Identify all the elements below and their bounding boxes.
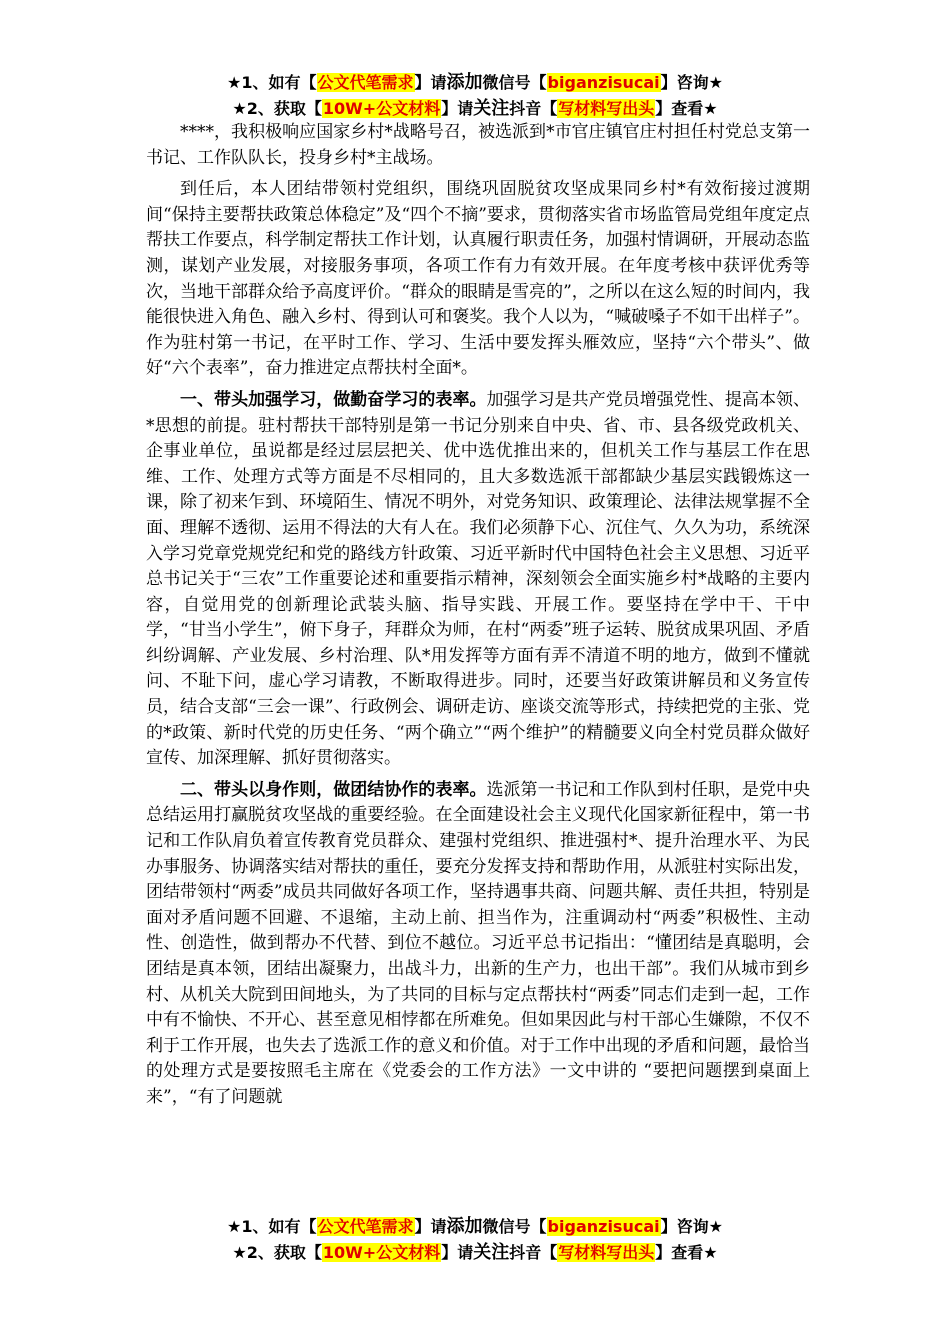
promo-emphasis: 关注 (473, 98, 510, 119)
promo-text: 】咨询★ (660, 73, 723, 92)
section-1-body: 加强学习是共产党员增强党性、提高本领、*思想的前提。驻村帮扶干部特别是第一书记分别来自中央、省、市、县各级党政机关、企事业单位，虽说都是经过层层把关、优中选优推出来的，但机关工作与基层工作在思维、工作、处理方式等方面是不尽相同的，且大多数选派干部都缺少基层实践锻炼这一课，除了初来乍到、环境陌生、情况不明外，对党务知识、政策理论、法律法规掌握不全面、理解不透彻、运用不得法的大有人在。我们必须静下心、沉住气、久久为功，系统深入学习党章党规党纪和党的路线方针政策、习近平新时代中国特色社会主义思想、习近平总书记关于“三农”工作重要论述和重要指示精神，深刻领会全面实施乡村*战略的主要内容，自觉用党的创新理论武装头脑、指导实践、开展工作。要坚持在学中干、干中学，“甘当小学生”，俯下身子，拜群众为师，在村“两委”班子运转、脱贫成果巩固、矛盾纠纷调解、产业发展、乡村治理、队*用发挥等方面有弄不清道不明的地方，做到不懂就问、不耻下问，虚心学习请教，不断取得进步。同时，还要当好政策讲解员和义务宣传员，结合支部“三会一课”、行政例会、调研走访、座谈交流等形式，持续把党的主张、党的*政策、新时代党的历史任务、“两个确立”“两个维护”的精髓要义向全村党员群众做好宣传、加深理解、抓好贯彻落实。 (146, 389, 810, 769)
promo-text: 】请 (441, 99, 474, 118)
promo-highlight: 写材料写出头 (558, 1243, 655, 1262)
bottom-promo-banner (0, 1214, 950, 1266)
promo-highlight: biganzisucai (547, 1217, 660, 1236)
promo-emphasis: 关注 (473, 1242, 510, 1263)
promo-text: 】查看★ (655, 99, 718, 118)
paragraph-arrival: 到任后，本人团结带领村党组织，围绕巩固脱贫攻坚成果同乡村*有效衔接过渡期间“保持主要帮扶政策总体稳定”及“四个不摘”要求，贯彻落实省市场监管局党组年度定点帮扶工作要点，科学制定帮扶工作计划，认真履行职责任务，加强村情调研，开展动态监测，谋划产业发展，对接服务事项，各项工作有力有效开展。在年度考核中获评优秀等次，当地干部群众给予高度评价。“群众的眼睛是雪亮的”，之所以在这么短的时间内，我能很快进入角色、融入乡村、得到认可和褒奖。我个人以为，“喊破嗓子不如干出样子”。作为驻村第一书记，在平时工作、学习、生活中要发挥头雁效应，坚持“六个带头”、做好“六个表率”，奋力推进定点帮扶村全面*。 (146, 179, 810, 379)
promo-highlight: 10W+公文材料 (322, 99, 441, 118)
promo-highlight: 写材料写出头 (558, 99, 655, 118)
promo-line-1 (0, 1214, 950, 1240)
promo-text: 微信号【 (482, 1217, 547, 1236)
promo-emphasis: 添加 (446, 72, 483, 93)
promo-text: 】请 (414, 73, 447, 92)
promo-text: 抖音【 (509, 99, 558, 118)
promo-highlight: biganzisucai (547, 73, 660, 92)
paragraph-section-1 (146, 388, 810, 772)
paragraph-intro: ****，我积极响应国家乡村*战略号召，被选派到*市官庄镇官庄村担任村党总支第一书记、工作队队长，投身乡村*主战场。 (146, 122, 810, 168)
promo-emphasis: 添加 (446, 1216, 483, 1237)
promo-highlight: 公文代笔需求 (317, 73, 414, 92)
promo-text: ★1、如有【 (227, 73, 317, 92)
section-1-heading: 一、带头加强学习，做勤奋学习的表率。 (180, 389, 487, 410)
article-body (146, 120, 810, 1117)
promo-text: 】咨询★ (660, 1217, 723, 1236)
promo-highlight: 10W+公文材料 (322, 1243, 441, 1262)
promo-text: 】请 (441, 1243, 474, 1262)
promo-text: 】查看★ (655, 1243, 718, 1262)
promo-line-2 (0, 96, 950, 122)
promo-text: 抖音【 (509, 1243, 558, 1262)
promo-text: 微信号【 (482, 73, 547, 92)
promo-text: 】请 (414, 1217, 447, 1236)
promo-text: ★2、获取【 (232, 1243, 322, 1262)
promo-text: ★2、获取【 (232, 99, 322, 118)
promo-line-2 (0, 1240, 950, 1266)
promo-text: ★1、如有【 (227, 1217, 317, 1236)
promo-line-1 (0, 70, 950, 96)
section-2-heading: 二、带头以身作则，做团结协作的表率。 (180, 779, 487, 800)
section-2-body: 选派第一书记和工作队到村任职，是党中央总结运用打赢脱贫攻坚战的重要经验。在全面建设社会主义现代化国家新征程中，第一书记和工作队肩负着宣传教育党员群众、建强村党组织、推进强村*、提升治理水平、为民办事服务、协调落实结对帮扶的重任，要充分发挥支持和帮助作用，从派驻村实际出发，团结带领村“两委”成员共同做好各项工作，坚持遇事共商、问题共解、责任共担，特别是面对矛盾问题不回避、不退缩，主动上前、担当作为，注重调动村“两委”积极性、主动性、创造性，做到帮办不代替、到位不越位。习近平总书记指出：“懂团结是真聪明，会团结是真本领，团结出凝聚力，出战斗力，出新的生产力，也出干部”。我们从城市到乡村、从机关大院到田间地头，为了共同的目标与定点帮扶村“两委”同志们走到一起，工作中有不愉快、不开心、甚至意见相悖都在所难免。但如果因此与村干部心生嫌隙，不仅不利于工作开展，也失去了选派工作的意义和价值。对于工作中出现的矛盾和问题，最恰当的处理方式是要按照毛主席在《党委会的工作方法》一文中讲的 “要把问题摆到桌面上来”，“有了问题就 (146, 779, 810, 1107)
promo-highlight: 公文代笔需求 (317, 1217, 414, 1236)
top-promo-banner (0, 70, 950, 122)
paragraph-section-2 (146, 778, 810, 1111)
